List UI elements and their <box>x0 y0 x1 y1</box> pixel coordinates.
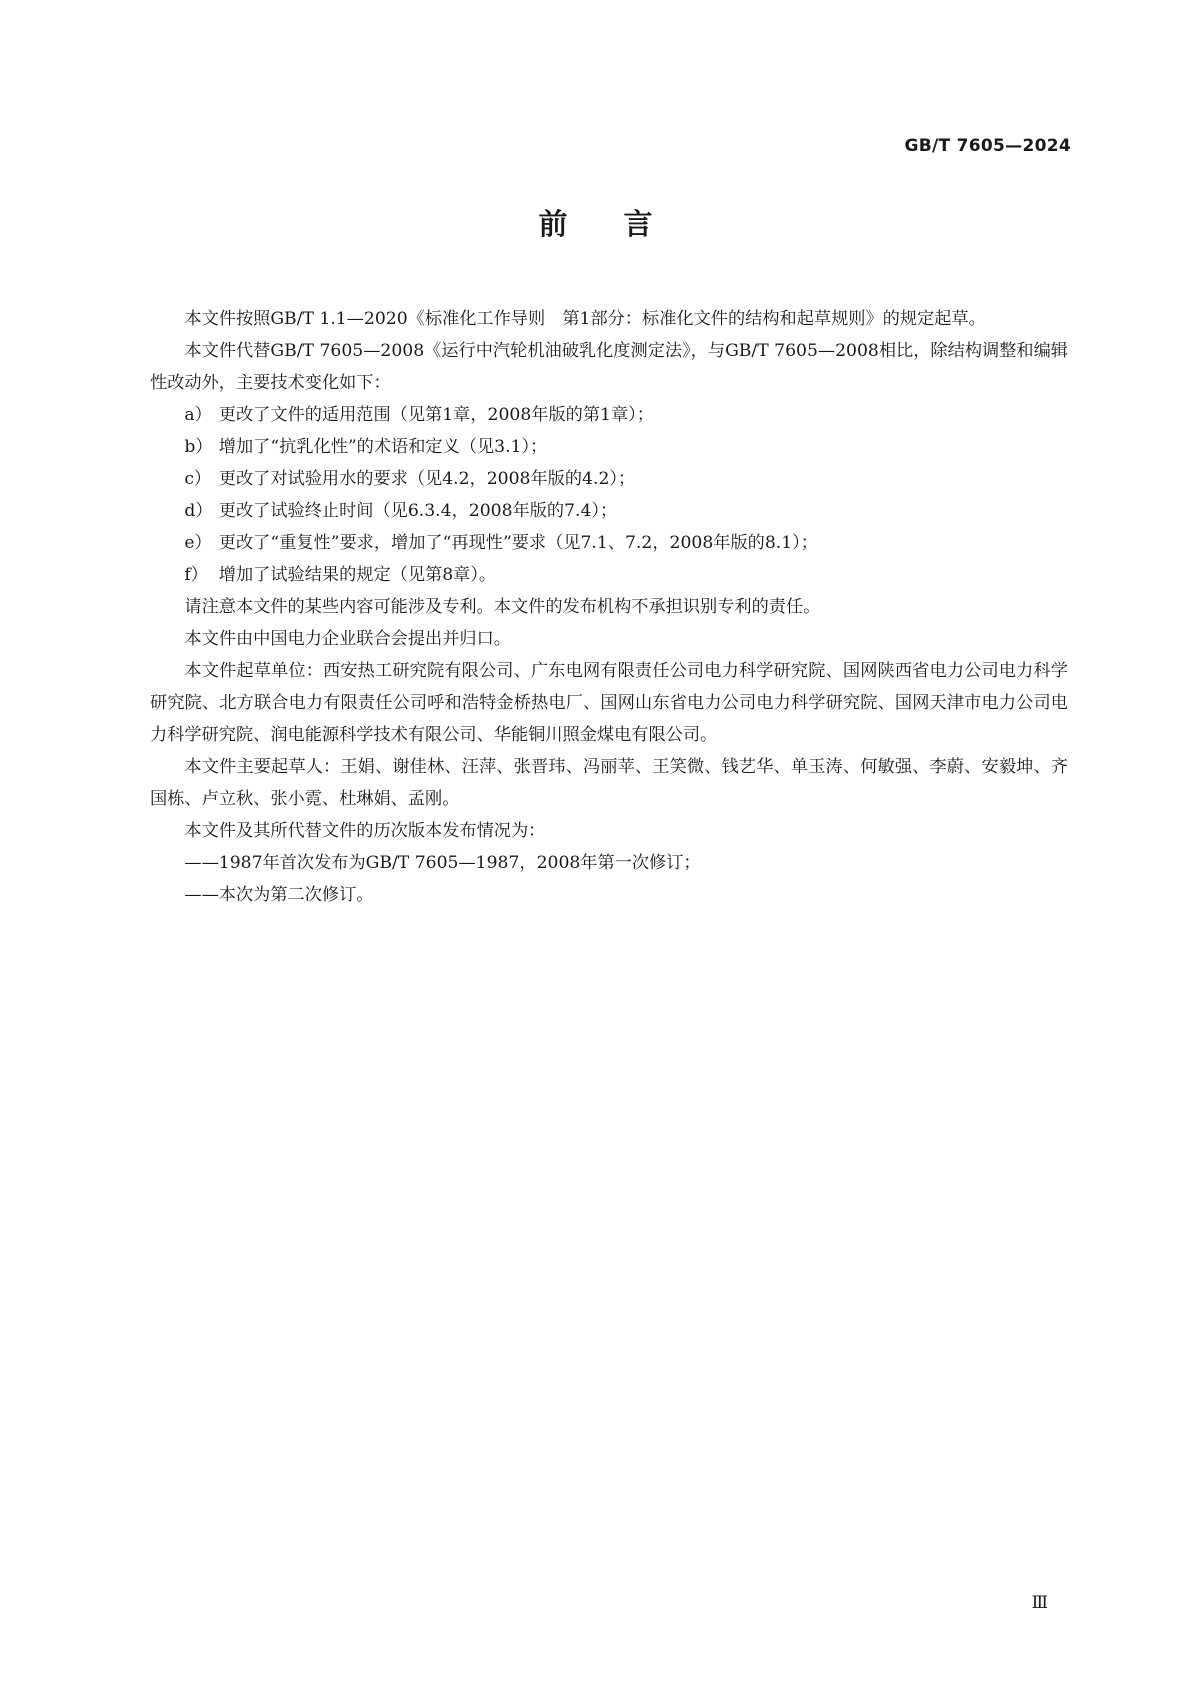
paragraph-proposer: 本文件由中国电力企业联合会提出并归口。 <box>184 629 511 649</box>
list-marker: b） <box>184 437 213 457</box>
list-item <box>150 527 1068 559</box>
list-marker: d） <box>184 501 213 521</box>
preface-body <box>150 303 1068 911</box>
paragraph-drafting-units: 本文件起草单位：西安热工研究院有限公司、广东电网有限责任公司电力科学研究院、国网陕西省电力公司电力科学研究院、北方联合电力有限责任公司呼和浩特金桥热电厂、国网山东省电力公司电力科学研究院、国网天津市电力公司电力科学研究院、润电能源科学技术有限公司、华能铜川照金煤电有限公司。 <box>150 661 1068 745</box>
paragraph-history-intro: 本文件及其所代替文件的历次版本发布情况为： <box>184 821 546 841</box>
list-marker: c） <box>184 469 212 489</box>
list-marker: a） <box>184 405 212 425</box>
list-text: 增加了“抗乳化性”的术语和定义（见3.1）； <box>218 437 548 457</box>
paragraph-replacement: 本文件代替GB/T 7605—2008《运行中汽轮机油破乳化度测定法》，与GB/T 7605—2008相比，除结构调整和编辑性改动外，主要技术变化如下： <box>150 341 1068 393</box>
list-text: 更改了文件的适用范围（见第1章，2008年版的第1章）； <box>218 405 654 425</box>
list-item <box>150 463 1068 495</box>
list-text: 更改了试验终止时间（见6.3.4，2008年版的7.4）； <box>218 501 618 521</box>
paragraph-drafters: 本文件主要起草人：王娟、谢佳林、汪萍、张晋玮、冯丽苹、王笑微、钱艺华、单玉涛、何敏强、李蔚、安毅坤、齐国栋、卢立秋、张小霓、杜琳娟、孟刚。 <box>150 757 1068 809</box>
history-item: ——1987年首次发布为GB/T 7605—1987，2008年第一次修订； <box>184 853 701 873</box>
list-text: 更改了对试验用水的要求（见4.2，2008年版的4.2）； <box>218 469 636 489</box>
list-item <box>150 495 1068 527</box>
list-item <box>150 431 1068 463</box>
page-number: Ⅲ <box>1031 1593 1048 1613</box>
changes-list <box>150 399 1068 591</box>
paragraph-patent-notice: 请注意本文件的某些内容可能涉及专利。本文件的发布机构不承担识别专利的责任。 <box>184 597 821 617</box>
list-marker: f） <box>184 565 208 585</box>
list-marker: e） <box>184 533 212 553</box>
history-list <box>150 847 1068 911</box>
list-item <box>150 559 1068 591</box>
list-text: 更改了“重复性”要求，增加了“再现性”要求（见7.1、7.2，2008年版的8.1）； <box>218 533 818 553</box>
history-item: ——本次为第二次修订。 <box>184 885 374 905</box>
paragraph-drafting-rules: 本文件按照GB/T 1.1—2020《标准化工作导则 第1部分：标准化文件的结构和起草规则》的规定起草。 <box>184 309 986 329</box>
page-title: 前言 <box>538 207 709 241</box>
list-item <box>150 399 1068 431</box>
list-text: 增加了试验结果的规定（见第8章）。 <box>218 565 497 585</box>
standard-number: GB/T 7605—2024 <box>904 136 1071 156</box>
